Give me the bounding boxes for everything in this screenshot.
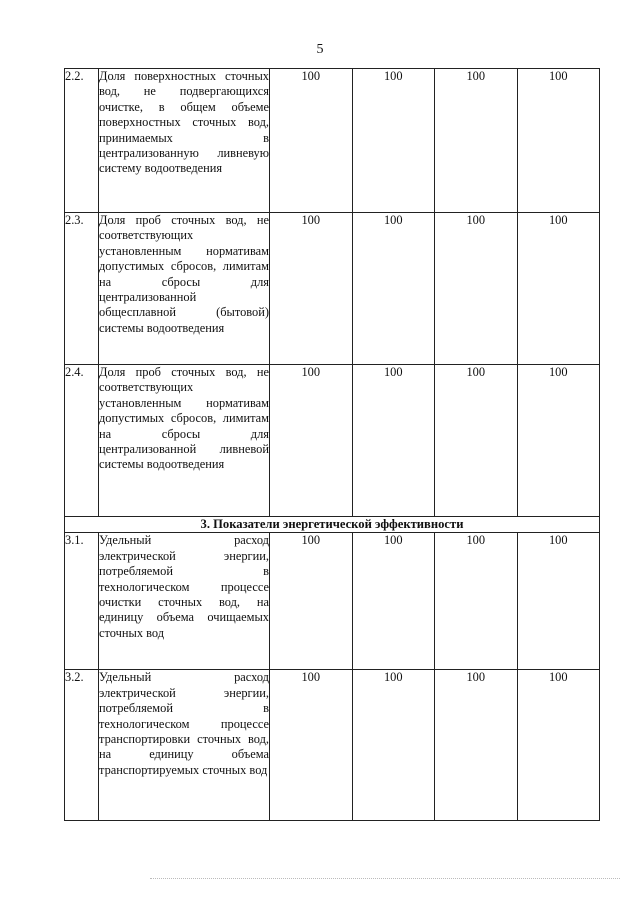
row-description: Удельный расход электрической энергии, потребляемой в технологическом процессе очистки сточных вод, на единицу объема очищаемых сточных вод bbox=[99, 533, 270, 670]
value-cell: 100 bbox=[352, 533, 435, 670]
value-cell: 100 bbox=[517, 365, 600, 517]
value-cell: 100 bbox=[517, 213, 600, 365]
value-cell: 100 bbox=[270, 69, 353, 213]
scan-artifact-line bbox=[150, 878, 620, 879]
value-cell: 100 bbox=[270, 533, 353, 670]
value-cell: 100 bbox=[270, 365, 353, 517]
value-cell: 100 bbox=[517, 533, 600, 670]
row-number: 3.1. bbox=[65, 533, 99, 670]
value-cell: 100 bbox=[352, 365, 435, 517]
section-title: 3. Показатели энергетической эффективности bbox=[65, 517, 600, 533]
value-cell: 100 bbox=[352, 213, 435, 365]
value-cell: 100 bbox=[435, 69, 518, 213]
row-number: 2.3. bbox=[65, 213, 99, 365]
row-description: Доля проб сточных вод, не соответствующих установленным нормативам допустимых сбросов, лимитам на сбросы для централизованной общесплавной (бытовой) системы водоотведения bbox=[99, 213, 270, 365]
value-cell: 100 bbox=[435, 670, 518, 821]
row-number: 2.2. bbox=[65, 69, 99, 213]
row-number: 2.4. bbox=[65, 365, 99, 517]
row-description: Доля проб сточных вод, не соответствующих установленным нормативам допустимых сбросов, лимитам на сбросы для централизованной ливневой системы водоотведения bbox=[99, 365, 270, 517]
table-row bbox=[65, 670, 600, 821]
value-cell: 100 bbox=[517, 69, 600, 213]
value-cell: 100 bbox=[435, 365, 518, 517]
row-description: Удельный расход электрической энергии, потребляемой в технологическом процессе транспортировки сточных вод, на единицу объема транспортируемых сточных вод bbox=[99, 670, 270, 821]
value-cell: 100 bbox=[352, 670, 435, 821]
page-number: 5 bbox=[316, 42, 324, 57]
section-heading-row bbox=[65, 517, 600, 533]
table-row bbox=[65, 365, 600, 517]
table-row bbox=[65, 533, 600, 670]
row-number: 3.2. bbox=[65, 670, 99, 821]
value-cell: 100 bbox=[517, 670, 600, 821]
table-row bbox=[65, 69, 600, 213]
table-row bbox=[65, 213, 600, 365]
indicators-table bbox=[64, 68, 600, 821]
row-description: Доля поверхностных сточных вод, не подвергающихся очистке, в общем объеме поверхностных сточных вод, принимаемых в централизованную ливневую систему водоотведения bbox=[99, 69, 270, 213]
value-cell: 100 bbox=[435, 213, 518, 365]
value-cell: 100 bbox=[435, 533, 518, 670]
value-cell: 100 bbox=[352, 69, 435, 213]
value-cell: 100 bbox=[270, 670, 353, 821]
value-cell: 100 bbox=[270, 213, 353, 365]
